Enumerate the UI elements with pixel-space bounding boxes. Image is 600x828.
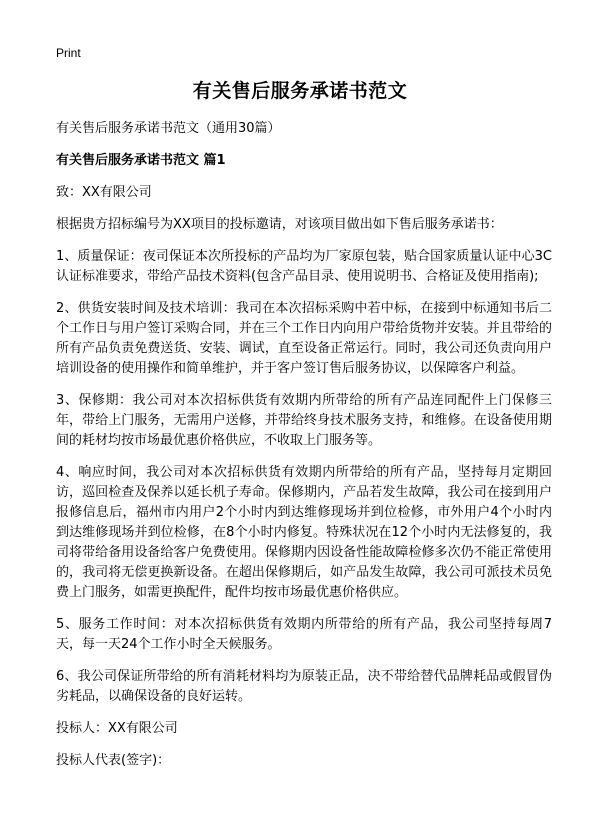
document-title: 有关售后服务承诺书范文 <box>192 80 408 102</box>
paragraph-service-hours: 5、服务工作时间：对本次招标供货有效期内所带给的所有产品，我公司坚持每周7天，每一天24个工作小时全天候服务。 <box>56 617 552 652</box>
paragraph-quality-guarantee: 1、质量保证：夜司保证本次所投标的产品均为厂家原包装，贴合国家质量认证中心3C认证标准要求，带给产品技术资料(包含产品目录、使用说明书、合格证及使用指南); <box>56 249 552 284</box>
paragraph-warranty: 3、保修期：我公司对本次招标供货有效期内所带给的所有产品连同配件上门保修三年，带给上门服务，无需用户送修，并带给终身技术服务支持，和维修。在设备使用期间的耗材均按市场最优惠价格供应，不收取上门服务等。 <box>56 393 552 448</box>
paragraph-response-time: 4、响应时间，我公司对本次招标供货有效期内所带给的所有产品，坚持每月定期回访，巡回检查及保养以延长机子寿命。保修期内，产品若发生故障，我公司在接到用户报修信息后，福州市内用户2个小时内到达维修现场并到位检修，市外用户4个小时内到达维修现场并到位检修，在8个小时内修复。特殊状况在12个小时内无法修复的，我司将带给备用设备给客户免费使用。保修期内因设备性能故障检修多次仍不能正常使用的，我司将无偿更换新设备。在超出保修期后，如产品发生故障，我公司可派技术员免费上门服务，如需更换配件，配件均按市场最优惠价格供应。 <box>56 465 552 600</box>
paragraph-intro: 根据贵方招标编号为XX项目的投标邀请，对该项目做出如下售后服务承诺书： <box>56 217 503 232</box>
document-body <box>56 119 552 783</box>
representative-line: 投标人代表(签字)： <box>56 753 171 768</box>
section-heading: 有关售后服务承诺书范文 篇1 <box>56 153 226 168</box>
paragraph-consumables: 6、我公司保证所带给的所有消耗材料均为原装正品，决不带给替代品牌耗品或假冒伪劣耗品，以确保设备的良好运转。 <box>56 669 552 704</box>
print-label: Print <box>56 46 81 60</box>
paragraph-installation-training: 2、供货安装时间及技术培训：我司在本次招标采购中若中标，在接到中标通知书后二个工作日与用户签订采购合同，并在三个工作日内向用户带给货物并安装。并且带给的所有产品负责免费送货、安装、调试，直至设备正常运行。同时，我公司还负责向用户培训设备的使用操作和简单维护，并于客户签订售后服务协议，以保障客户利益。 <box>56 301 552 376</box>
bidder-line: 投标人：XX有限公司 <box>56 721 178 736</box>
document-subtitle: 有关售后服务承诺书范文（通用30篇） <box>56 121 281 136</box>
salutation: 致：XX有限公司 <box>56 185 152 200</box>
